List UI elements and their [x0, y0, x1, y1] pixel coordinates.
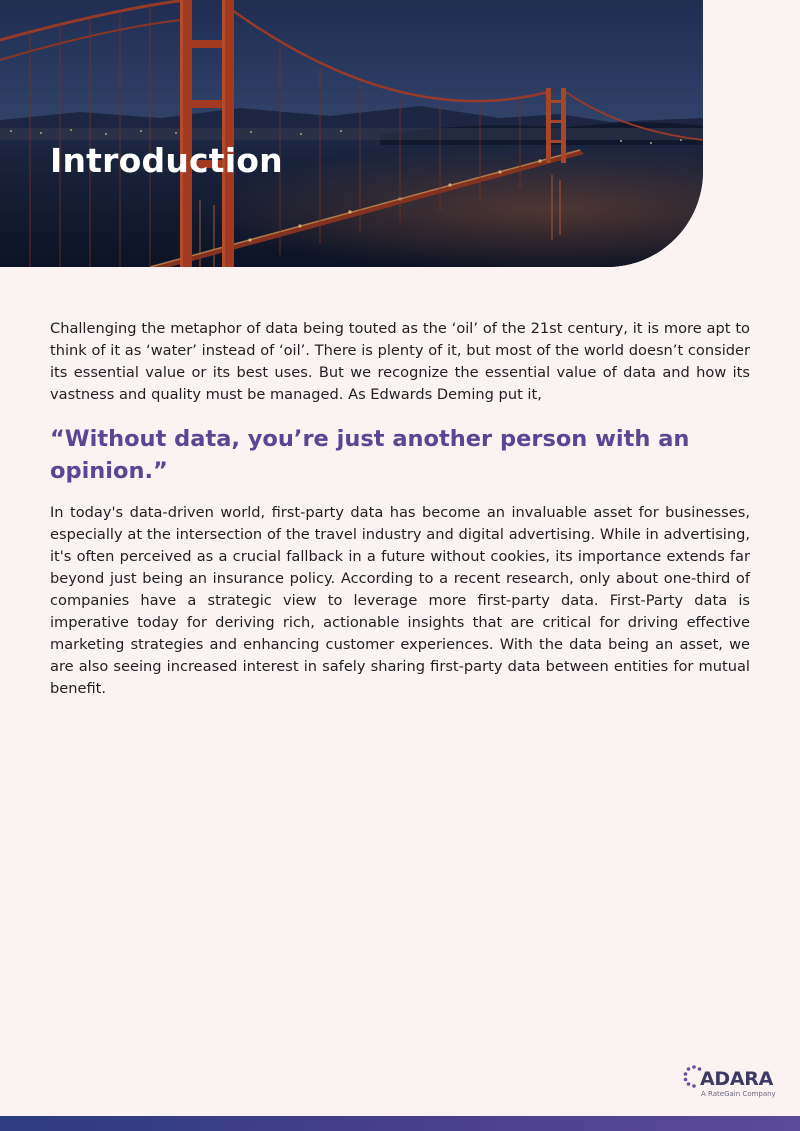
footer-bar: [0, 1116, 800, 1131]
logo-tagline: A RateGain Company: [701, 1090, 776, 1098]
main-content: [50, 318, 750, 700]
page-title: Introduction: [50, 141, 283, 180]
bridge-image: [0, 0, 703, 267]
adara-logo: [682, 1062, 782, 1102]
logo-wordmark: ADARA: [700, 1068, 774, 1090]
hero-banner: [0, 0, 703, 267]
pull-quote: “Without data, you’re just another person with an opinion.”: [50, 426, 690, 484]
body-paragraph: In today's data-driven world, first-party data has become an invaluable asset for businesses, especially at the intersection of the travel industry and digital advertising. While in advertising, it's often perceived as a crucial fallback in a future without cookies, its importance extends far beyond just being an insurance policy. According to a recent research, only about one-third of companies have a strategic view to leverage more first-party data. First-Party data is imperative today for deriving rich, actionable insights that are critical for driving effective marketing strategies and enhancing customer experiences. With the data being an asset, we are also seeing increased interest in safely sharing first-party data between entities for mutual benefit.: [50, 504, 750, 697]
intro-paragraph: Challenging the metaphor of data being touted as the ‘oil’ of the 21st century, it is more apt to think of it as ‘water’ instead of ‘oil’. There is plenty of it, but most of the world doesn’t consider its essential value or its best uses. But we recognize the essential value of data and how its vastness and quality must be managed. As Edwards Deming put it,: [50, 320, 750, 403]
